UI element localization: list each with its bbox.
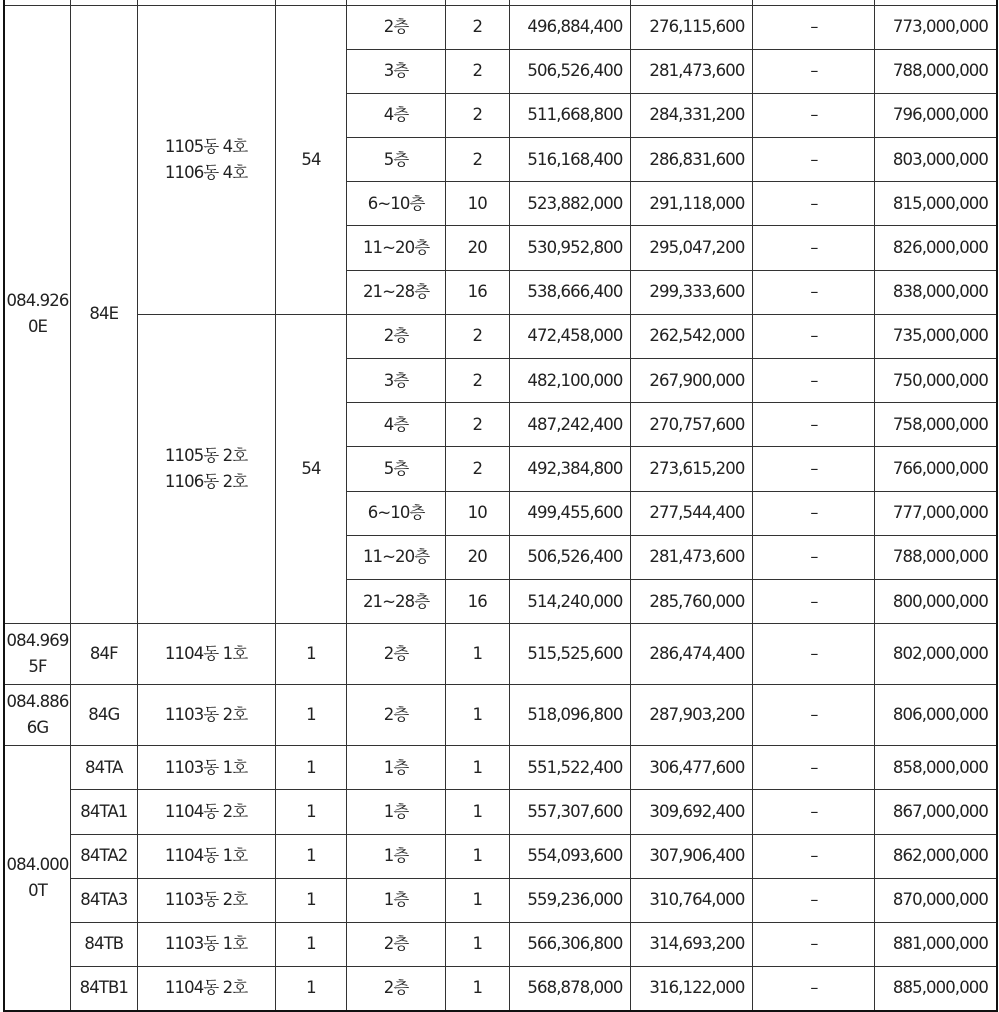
housing-type-line: 5F	[28, 657, 47, 677]
vat-cell: –	[753, 967, 875, 1011]
unit-count-cell: 1	[275, 967, 347, 1011]
unit-count-cell: 1	[275, 746, 347, 790]
total-price-cell: 806,000,000	[875, 685, 997, 746]
unit-cell	[137, 922, 275, 966]
model-cell: 84G	[71, 685, 138, 746]
total-price-cell: 881,000,000	[875, 922, 997, 966]
floor-count-cell: 2	[446, 403, 510, 447]
floor-count-cell: 1	[446, 685, 510, 746]
total-price-cell: 862,000,000	[875, 834, 997, 878]
building-price-cell: 267,900,000	[631, 359, 753, 403]
housing-type-line: 0E	[27, 317, 48, 337]
floor-cell: 5층	[347, 447, 446, 491]
floor-count-cell: 2	[446, 138, 510, 182]
table-row	[4, 5, 997, 49]
building-price-cell: 287,903,200	[631, 685, 753, 746]
unit-line: 1105동 4호	[164, 136, 248, 156]
building-price-cell: 281,473,600	[631, 535, 753, 579]
building-price-cell: 262,542,000	[631, 314, 753, 358]
vat-cell: –	[753, 535, 875, 579]
floor-count-cell: 1	[446, 624, 510, 685]
unit-line: 1103동 2호	[164, 890, 248, 910]
unit-count-cell: 54	[275, 5, 347, 314]
vat-cell: –	[753, 922, 875, 966]
vat-cell: –	[753, 447, 875, 491]
building-price-cell: 295,047,200	[631, 226, 753, 270]
model-cell: 84E	[71, 5, 138, 624]
housing-type-cell	[4, 624, 71, 685]
table-row	[4, 790, 997, 834]
table-row	[4, 624, 997, 685]
unit-line: 1103동 2호	[164, 705, 248, 725]
floor-count-cell: 2	[446, 5, 510, 49]
floor-count-cell: 10	[446, 182, 510, 226]
housing-type-line: 084.926	[6, 291, 69, 311]
unit-count-cell: 1	[275, 922, 347, 966]
vat-cell: –	[753, 491, 875, 535]
unit-line: 1104동 2호	[164, 801, 248, 821]
land-price-cell: 538,666,400	[509, 270, 631, 314]
land-price-cell: 566,306,800	[509, 922, 631, 966]
land-price-cell: 506,526,400	[509, 49, 631, 93]
model-cell: 84TB	[71, 922, 138, 966]
land-price-cell: 559,236,000	[509, 878, 631, 922]
model-cell: 84TB1	[71, 967, 138, 1011]
vat-cell: –	[753, 790, 875, 834]
price-table	[3, 0, 998, 1012]
building-price-cell: 299,333,600	[631, 270, 753, 314]
vat-cell: –	[753, 746, 875, 790]
vat-cell: –	[753, 138, 875, 182]
housing-type-cell	[4, 685, 71, 746]
floor-cell: 21~28층	[347, 270, 446, 314]
vat-cell: –	[753, 834, 875, 878]
building-price-cell: 277,544,400	[631, 491, 753, 535]
land-price-cell: 496,884,400	[509, 5, 631, 49]
model-cell: 84TA2	[71, 834, 138, 878]
unit-cell	[137, 834, 275, 878]
land-price-cell: 518,096,800	[509, 685, 631, 746]
vat-cell: –	[753, 49, 875, 93]
building-price-cell: 276,115,600	[631, 5, 753, 49]
unit-line: 1104동 1호	[164, 846, 248, 866]
unit-cell	[137, 685, 275, 746]
floor-cell: 6~10층	[347, 182, 446, 226]
floor-cell: 2층	[347, 5, 446, 49]
land-price-cell: 530,952,800	[509, 226, 631, 270]
unit-line: 1103동 1호	[164, 757, 248, 777]
total-price-cell: 788,000,000	[875, 49, 997, 93]
total-price-cell: 802,000,000	[875, 624, 997, 685]
floor-count-cell: 2	[446, 314, 510, 358]
floor-cell: 1층	[347, 746, 446, 790]
floor-cell: 2층	[347, 922, 446, 966]
unit-line: 1104동 1호	[164, 644, 248, 664]
unit-cell	[137, 746, 275, 790]
land-price-cell: 514,240,000	[509, 579, 631, 623]
vat-cell: –	[753, 359, 875, 403]
land-price-cell: 554,093,600	[509, 834, 631, 878]
total-price-cell: 867,000,000	[875, 790, 997, 834]
housing-type-line: 6G	[26, 718, 49, 738]
unit-count-cell: 54	[275, 314, 347, 623]
model-cell: 84TA3	[71, 878, 138, 922]
total-price-cell: 858,000,000	[875, 746, 997, 790]
floor-count-cell: 1	[446, 922, 510, 966]
table-row	[4, 967, 997, 1011]
model-cell: 84F	[71, 624, 138, 685]
housing-type-line: 084.886	[6, 692, 69, 712]
model-cell: 84TA	[71, 746, 138, 790]
land-price-cell: 506,526,400	[509, 535, 631, 579]
floor-cell: 11~20층	[347, 226, 446, 270]
building-price-cell: 309,692,400	[631, 790, 753, 834]
floor-count-cell: 10	[446, 491, 510, 535]
unit-line: 1106동 4호	[164, 162, 248, 182]
total-price-cell: 796,000,000	[875, 93, 997, 137]
land-price-cell: 557,307,600	[509, 790, 631, 834]
land-price-cell: 515,525,600	[509, 624, 631, 685]
floor-count-cell: 1	[446, 746, 510, 790]
unit-count-cell: 1	[275, 790, 347, 834]
total-price-cell: 773,000,000	[875, 5, 997, 49]
building-price-cell: 281,473,600	[631, 49, 753, 93]
floor-cell: 1층	[347, 878, 446, 922]
floor-cell: 11~20층	[347, 535, 446, 579]
building-price-cell: 270,757,600	[631, 403, 753, 447]
floor-cell: 2층	[347, 967, 446, 1011]
unit-count-cell: 1	[275, 685, 347, 746]
vat-cell: –	[753, 270, 875, 314]
building-price-cell: 285,760,000	[631, 579, 753, 623]
table-row	[4, 922, 997, 966]
floor-count-cell: 16	[446, 579, 510, 623]
land-price-cell: 523,882,000	[509, 182, 631, 226]
floor-cell: 4층	[347, 403, 446, 447]
vat-cell: –	[753, 226, 875, 270]
total-price-cell: 870,000,000	[875, 878, 997, 922]
building-price-cell: 291,118,000	[631, 182, 753, 226]
floor-cell: 4층	[347, 93, 446, 137]
total-price-cell: 885,000,000	[875, 967, 997, 1011]
floor-cell: 21~28층	[347, 579, 446, 623]
vat-cell: –	[753, 314, 875, 358]
building-price-cell: 284,331,200	[631, 93, 753, 137]
total-price-cell: 750,000,000	[875, 359, 997, 403]
total-price-cell: 758,000,000	[875, 403, 997, 447]
table-row	[4, 685, 997, 746]
floor-count-cell: 1	[446, 967, 510, 1011]
land-price-cell: 472,458,000	[509, 314, 631, 358]
vat-cell: –	[753, 403, 875, 447]
land-price-cell: 568,878,000	[509, 967, 631, 1011]
building-price-cell: 307,906,400	[631, 834, 753, 878]
table-row	[4, 834, 997, 878]
unit-line: 1104동 2호	[164, 978, 248, 998]
total-price-cell: 815,000,000	[875, 182, 997, 226]
floor-count-cell: 2	[446, 447, 510, 491]
unit-line: 1106동 2호	[164, 471, 248, 491]
floor-count-cell: 1	[446, 834, 510, 878]
floor-count-cell: 20	[446, 226, 510, 270]
floor-cell: 3층	[347, 49, 446, 93]
vat-cell: –	[753, 5, 875, 49]
unit-cell	[137, 878, 275, 922]
floor-cell: 5층	[347, 138, 446, 182]
building-price-cell: 286,831,600	[631, 138, 753, 182]
building-price-cell: 306,477,600	[631, 746, 753, 790]
unit-line: 1105동 2호	[164, 445, 248, 465]
building-price-cell: 316,122,000	[631, 967, 753, 1011]
unit-cell	[137, 5, 275, 314]
floor-cell: 2층	[347, 314, 446, 358]
floor-cell: 2층	[347, 685, 446, 746]
floor-count-cell: 20	[446, 535, 510, 579]
floor-count-cell: 16	[446, 270, 510, 314]
land-price-cell: 482,100,000	[509, 359, 631, 403]
floor-cell: 3층	[347, 359, 446, 403]
floor-cell: 1층	[347, 790, 446, 834]
table-row	[4, 746, 997, 790]
unit-count-cell: 1	[275, 878, 347, 922]
building-price-cell: 286,474,400	[631, 624, 753, 685]
housing-type-line: 084.969	[6, 631, 69, 651]
total-price-cell: 800,000,000	[875, 579, 997, 623]
housing-type-cell	[4, 746, 71, 1011]
unit-cell	[137, 967, 275, 1011]
vat-cell: –	[753, 624, 875, 685]
total-price-cell: 735,000,000	[875, 314, 997, 358]
vat-cell: –	[753, 685, 875, 746]
unit-line: 1103동 1호	[164, 934, 248, 954]
floor-count-cell: 2	[446, 93, 510, 137]
total-price-cell: 788,000,000	[875, 535, 997, 579]
vat-cell: –	[753, 93, 875, 137]
floor-cell: 6~10층	[347, 491, 446, 535]
housing-type-line: 084.000	[6, 854, 69, 874]
total-price-cell: 826,000,000	[875, 226, 997, 270]
land-price-cell: 499,455,600	[509, 491, 631, 535]
vat-cell: –	[753, 579, 875, 623]
unit-cell	[137, 790, 275, 834]
floor-cell: 2층	[347, 624, 446, 685]
vat-cell: –	[753, 878, 875, 922]
floor-count-cell: 2	[446, 359, 510, 403]
land-price-cell: 511,668,800	[509, 93, 631, 137]
housing-type-cell	[4, 5, 71, 624]
housing-type-line: 0T	[28, 880, 47, 900]
building-price-cell: 273,615,200	[631, 447, 753, 491]
land-price-cell: 516,168,400	[509, 138, 631, 182]
land-price-cell: 487,242,400	[509, 403, 631, 447]
unit-count-cell: 1	[275, 834, 347, 878]
unit-count-cell: 1	[275, 624, 347, 685]
building-price-cell: 314,693,200	[631, 922, 753, 966]
total-price-cell: 803,000,000	[875, 138, 997, 182]
floor-count-cell: 2	[446, 49, 510, 93]
land-price-cell: 492,384,800	[509, 447, 631, 491]
vat-cell: –	[753, 182, 875, 226]
table-row	[4, 314, 997, 358]
building-price-cell: 310,764,000	[631, 878, 753, 922]
table-row	[4, 878, 997, 922]
unit-cell	[137, 624, 275, 685]
floor-count-cell: 1	[446, 878, 510, 922]
floor-count-cell: 1	[446, 790, 510, 834]
total-price-cell: 838,000,000	[875, 270, 997, 314]
model-cell: 84TA1	[71, 790, 138, 834]
total-price-cell: 777,000,000	[875, 491, 997, 535]
land-price-cell: 551,522,400	[509, 746, 631, 790]
floor-cell: 1층	[347, 834, 446, 878]
table-body	[4, 0, 997, 1011]
total-price-cell: 766,000,000	[875, 447, 997, 491]
unit-cell	[137, 314, 275, 623]
